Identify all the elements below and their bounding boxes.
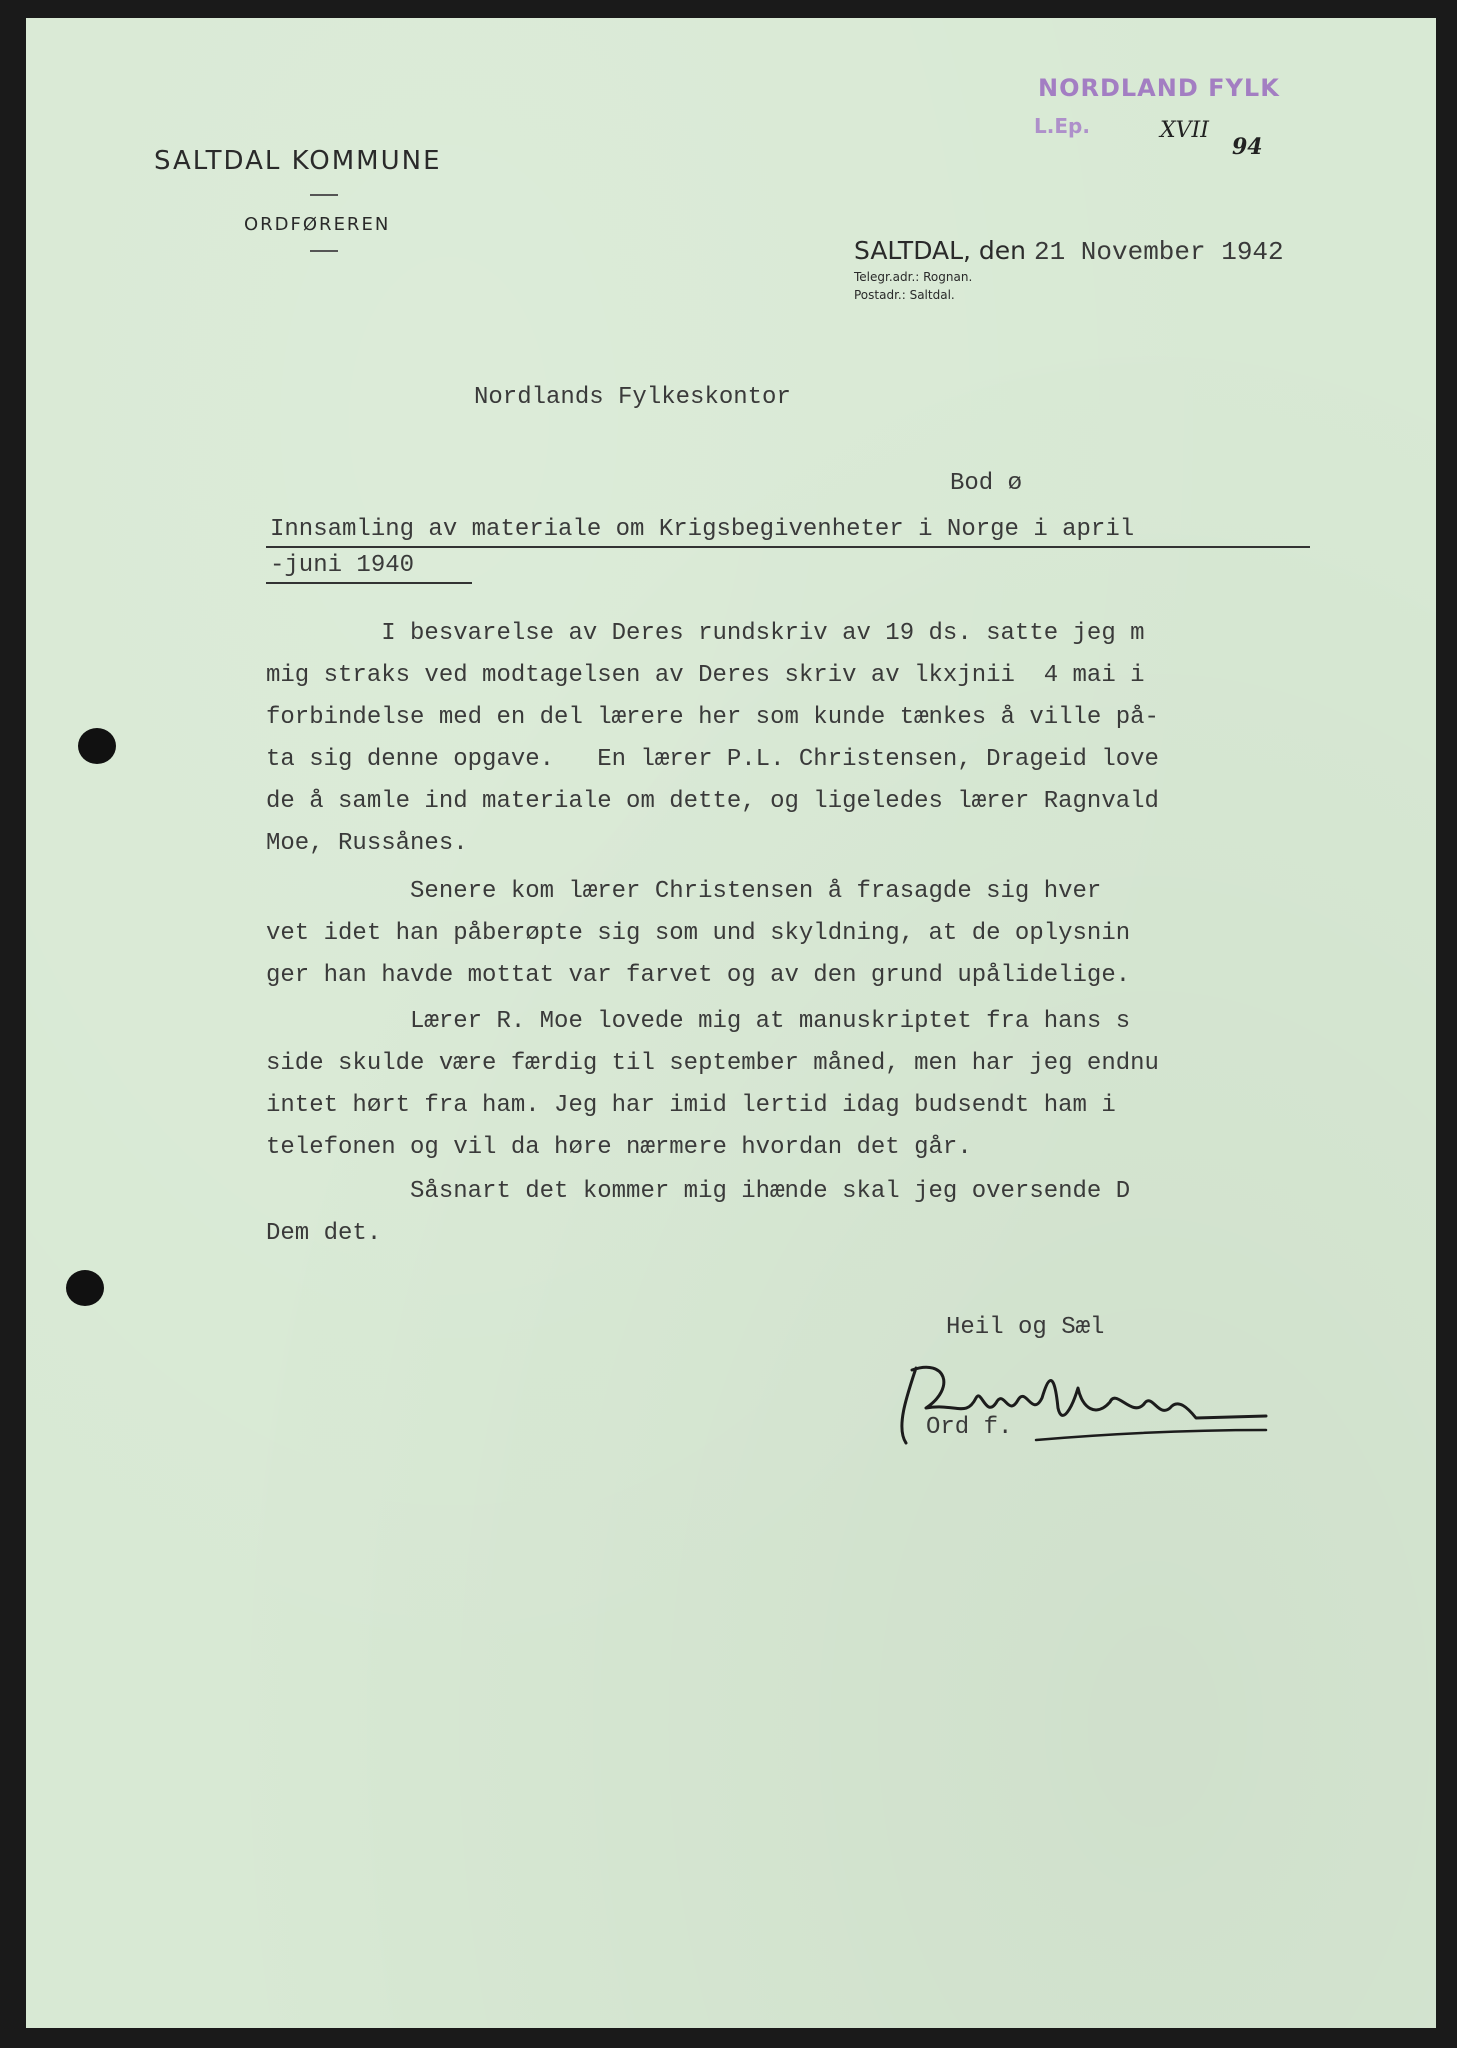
body-line: Dem det. xyxy=(266,1220,382,1247)
body-line: de å samle ind materiale om dette, og ligeledes lærer Ragnvald xyxy=(266,788,1159,815)
recipient-city: Bod ø xyxy=(950,470,1023,497)
body-line: vet idet han påberøpte sig som und skyldning, at de oplysnin xyxy=(266,920,1131,947)
handwritten-reference: XVII xyxy=(1160,118,1209,143)
stamp-sub: L.Ep. xyxy=(1034,114,1090,138)
postal-address: Postadr.: Saltdal. xyxy=(854,288,955,302)
body-line: Moe, Russånes. xyxy=(266,830,468,857)
body-line: I besvarelse av Deres rundskriv av 19 ds. satte jeg m xyxy=(266,620,1145,647)
subject-line-2: -juni 1940 xyxy=(270,552,415,579)
subject-line-1: Innsamling av materiale om Krigsbegivenheter i Norge i april xyxy=(270,516,1135,543)
recipient-name: Nordlands Fylkeskontor xyxy=(474,384,791,411)
body-line: ta sig denne opgave. En lærer P.L. Christensen, Drageid love xyxy=(266,746,1159,773)
signature xyxy=(886,1348,1276,1458)
punch-hole xyxy=(78,728,116,764)
subject-underline xyxy=(266,582,472,584)
letter-date: 21 November 1942 xyxy=(1033,237,1284,267)
telegram-address: Telegr.adr.: Rognan. xyxy=(854,270,973,284)
letterhead-divider xyxy=(310,194,338,196)
body-line: mig straks ved modtagelsen av Deres skriv av lkxjnii 4 mai i xyxy=(266,662,1145,689)
letterhead-divider xyxy=(310,250,338,252)
body-line: Senere kom lærer Christensen å frasagde sig hver xyxy=(266,878,1102,905)
office-title: ORDFØREREN xyxy=(244,214,391,235)
closing-greeting: Heil og Sæl xyxy=(946,1314,1105,1341)
place-date xyxy=(854,236,1284,267)
subject-underline xyxy=(266,546,1310,548)
received-stamp: NORDLAND FYLK xyxy=(1038,74,1280,102)
punch-hole xyxy=(66,1270,104,1306)
letter-page xyxy=(26,18,1436,2028)
body-line: intet hørt fra ham. Jeg har imid lertid idag budsendt ham i xyxy=(266,1092,1116,1119)
body-line: Lærer R. Moe lovede mig at manuskriptet fra hans s xyxy=(266,1008,1131,1035)
handwritten-number: 94 xyxy=(1232,134,1263,160)
signatory-title: Ord f. xyxy=(926,1414,1013,1441)
body-line: telefonen og vil da høre nærmere hvordan det går. xyxy=(266,1134,972,1161)
body-line: forbindelse med en del lærere her som kunde tænkes å ville på- xyxy=(266,704,1159,731)
body-line: ger han havde mottat var farvet og av den grund upålidelige. xyxy=(266,962,1131,989)
place-label: SALTDAL, den xyxy=(854,236,1027,265)
organization-name: SALTDAL KOMMUNE xyxy=(154,146,442,176)
body-line: Såsnart det kommer mig ihænde skal jeg oversende D xyxy=(266,1178,1131,1205)
body-line: side skulde være færdig til september måned, men har jeg endnu xyxy=(266,1050,1159,1077)
